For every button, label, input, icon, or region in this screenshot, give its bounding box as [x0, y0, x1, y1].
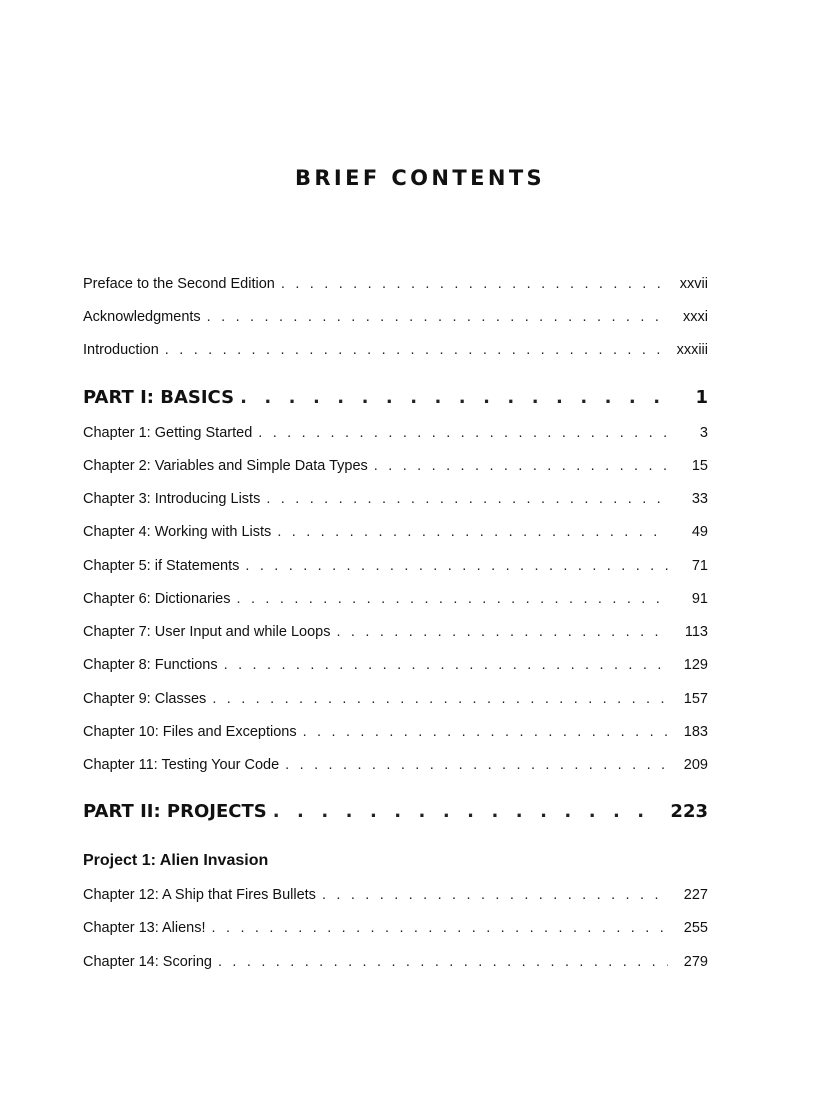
toc-entry-label: Chapter 2: Variables and Simple Data Types: [83, 458, 368, 474]
dot-leader: [303, 722, 668, 742]
toc-entry-page: 129: [683, 657, 708, 673]
toc-entry-chapter-12: [83, 885, 708, 905]
toc-entry-label: Chapter 12: A Ship that Fires Bullets: [83, 887, 316, 903]
toc-entry-page: xxxi: [683, 309, 708, 325]
toc-part-page: 223: [670, 801, 708, 822]
toc-entry-label: Chapter 6: Dictionaries: [83, 591, 231, 607]
toc-entry-label: Preface to the Second Edition: [83, 276, 275, 292]
toc-entry-page: 183: [683, 724, 708, 740]
toc-entry-label: Chapter 9: Classes: [83, 691, 207, 707]
toc-entry-page: 113: [684, 624, 708, 640]
toc-entry-page: 255: [683, 920, 708, 936]
toc-entry-page: 227: [683, 887, 708, 903]
toc-entry-page: 33: [691, 491, 708, 507]
dot-leader: [322, 885, 668, 905]
toc-entry-acknowledgments: [83, 307, 708, 327]
toc-entry-chapter-5: [83, 556, 708, 576]
toc-entry-label: Chapter 1: Getting Started: [83, 425, 253, 441]
toc-part-page: 1: [695, 387, 708, 408]
toc-entry-introduction: [83, 340, 708, 360]
toc-entry-page: 209: [683, 757, 708, 773]
toc-part-label: PART I: BASICS: [83, 387, 235, 408]
toc-entry-preface: [83, 274, 708, 294]
dot-leader: [258, 423, 668, 443]
toc-entry-label: Acknowledgments: [83, 309, 201, 325]
toc-entry-page: xxxiii: [676, 342, 708, 358]
dot-leader: [336, 622, 668, 642]
toc-entry-chapter-8: [83, 655, 708, 675]
dot-leader: [273, 800, 661, 824]
dot-leader: [285, 755, 668, 775]
page-title: BRIEF CONTENTS: [294, 166, 546, 190]
toc-entry-label: Chapter 5: if Statements: [83, 558, 240, 574]
toc-entry-label: Chapter 4: Working with Lists: [83, 524, 272, 540]
dot-leader: [218, 952, 668, 972]
dot-leader: [212, 918, 668, 938]
toc-entry-chapter-11: [83, 755, 708, 775]
toc-entry-label: Chapter 3: Introducing Lists: [83, 491, 261, 507]
toc-entry-chapter-4: [83, 522, 708, 542]
dot-leader: [237, 589, 669, 609]
toc-entry-page: 3: [699, 425, 708, 441]
toc-entry-label: Chapter 11: Testing Your Code: [83, 757, 280, 773]
toc-entry-page: 279: [683, 954, 708, 970]
toc-part-label: PART II: PROJECTS: [83, 801, 267, 822]
project-heading: Project 1: Alien Invasion: [83, 852, 269, 869]
toc-entry-chapter-2: [83, 456, 708, 476]
toc-entry-page: xxvii: [679, 276, 708, 292]
toc-part-projects: [83, 800, 708, 824]
toc-entry-label: Chapter 7: User Input and while Loops: [83, 624, 331, 640]
toc-entry-chapter-1: [83, 423, 708, 443]
toc-entry-chapter-3: [83, 489, 708, 509]
toc-entry-chapter-14: [83, 952, 708, 972]
dot-leader: [207, 307, 668, 327]
dot-leader: [266, 489, 668, 509]
toc-entry-chapter-9: [83, 689, 708, 709]
toc-entry-label: Introduction: [83, 342, 159, 358]
toc-entry-label: Chapter 13: Aliens!: [83, 920, 206, 936]
toc-entry-page: 71: [691, 558, 708, 574]
dot-leader: [281, 274, 668, 294]
dot-leader: [240, 386, 668, 410]
dot-leader: [165, 340, 667, 360]
toc-entry-page: 49: [691, 524, 708, 540]
toc-entry-chapter-10: [83, 722, 708, 742]
dot-leader: [224, 655, 668, 675]
toc-entry-label: Chapter 14: Scoring: [83, 954, 212, 970]
dot-leader: [374, 456, 668, 476]
toc-entry-chapter-13: [83, 918, 708, 938]
dot-leader: [277, 522, 668, 542]
toc-part-basics: [83, 386, 708, 410]
toc-entry-page: 15: [691, 458, 708, 474]
toc-entry-label: Chapter 8: Functions: [83, 657, 218, 673]
toc-entry-page: 157: [683, 691, 708, 707]
toc-entry-chapter-7: [83, 622, 708, 642]
toc-entry-chapter-6: [83, 589, 708, 609]
dot-leader: [212, 689, 668, 709]
toc-entry-label: Chapter 10: Files and Exceptions: [83, 724, 297, 740]
toc-entry-page: 91: [691, 591, 708, 607]
dot-leader: [245, 556, 668, 576]
